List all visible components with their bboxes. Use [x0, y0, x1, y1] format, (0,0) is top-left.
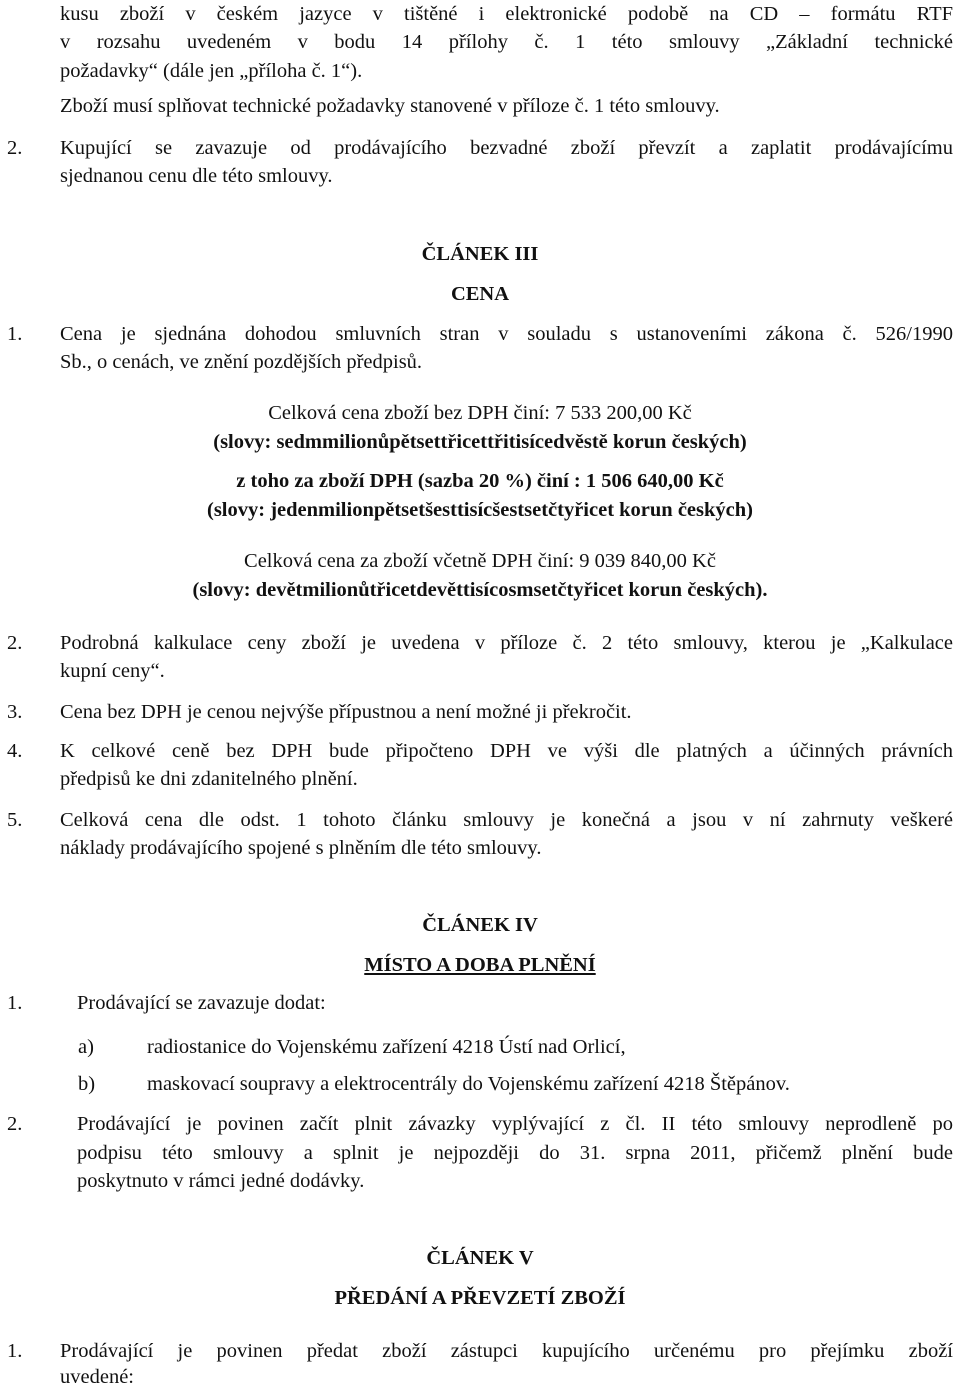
article-4-item-2-line-2: podpisu této smlouvy a splnit je nejpozději do 31. srpna 2011, přičemž plnění bude — [77, 1142, 953, 1164]
article-3-item-2-line-1: Podrobná kalkulace ceny zboží je uvedena v příloze č. 2 této smlouvy, kterou je „Kalkulace — [60, 632, 953, 654]
article-3-item-1-line-1: Cena je sjednána dohodou smluvních stran v souladu s ustanoveními zákona č. 526/1990 — [60, 323, 953, 345]
article-4-subitem-a-text: radiostanice do Vojenskému zařízení 4218 Ústí nad Orlicí, — [147, 1036, 626, 1058]
article-4-heading: ČLÁNEK IV — [422, 914, 538, 936]
article-3-item-2-line-2: kupní ceny“. — [60, 660, 165, 682]
article-3-item-4-number: 4. — [7, 740, 23, 762]
article-5-heading: ČLÁNEK V — [426, 1247, 534, 1269]
intro-line-2: v rozsahu uvedeném v bodu 14 přílohy č. 1 této smlouvy „Základní technické — [60, 31, 953, 53]
article-4-subheading: MÍSTO A DOBA PLNĚNÍ — [364, 954, 596, 976]
article-4-item-2-line-3: poskytnuto v rámci jedné dodávky. — [77, 1170, 365, 1192]
article-4-subitem-b-text: maskovací soupravy a elektrocentrály do Vojenskému zařízení 4218 Štěpánov. — [147, 1073, 790, 1095]
article-3-item-1-number: 1. — [7, 323, 23, 345]
prev-item-2-line-2: sjednanou cenu dle této smlouvy. — [60, 165, 333, 187]
article-4-item-1-number: 1. — [7, 992, 23, 1014]
intro-line-3: požadavky“ (dále jen „příloha č. 1“). — [60, 60, 363, 82]
intro-line-1: kusu zboží v českém jazyce v tištěné i elektronické podobě na CD – formátu RTF — [60, 3, 953, 25]
price-total-with-vat: Celková cena za zboží včetně DPH činí: 9 039 840,00 Kč — [244, 550, 716, 572]
article-4-subitem-b-letter: b) — [78, 1073, 96, 1095]
article-4-item-2-number: 2. — [7, 1113, 23, 1135]
article-3-heading: ČLÁNEK III — [421, 243, 539, 265]
article-5-subheading: PŘEDÁNÍ A PŘEVZETÍ ZBOŽÍ — [334, 1287, 626, 1309]
price-total-with-vat-words: (slovy: devětmilionůtřicetdevěttisícosmsetčtyřicet korun českých). — [192, 579, 768, 601]
article-5-item-1-line-2: uvedené: — [60, 1366, 134, 1388]
article-5-item-1-line-1: Prodávající je povinen předat zboží zástupci kupujícího určenému pro přejímku zboží — [60, 1340, 953, 1362]
article-3-item-3-number: 3. — [7, 701, 23, 723]
article-3-item-3-line-1: Cena bez DPH je cenou nejvýše přípustnou a není možné ji překročit. — [60, 701, 632, 723]
article-4-subitem-a-letter: a) — [78, 1036, 94, 1058]
intro-line-4: Zboží musí splňovat technické požadavky stanovené v příloze č. 1 této smlouvy. — [60, 95, 720, 117]
prev-item-2-line-1: Kupující se zavazuje od prodávajícího bezvadné zboží převzít a zaplatit prodávajícímu — [60, 137, 953, 159]
price-vat: z toho za zboží DPH (sazba 20 %) činí : 1 506 640,00 Kč — [236, 470, 724, 492]
price-total-without-vat-words: (slovy: sedmmilionůpětsettřicettřitisícedvěstě korun českých) — [213, 431, 747, 453]
article-3-item-4-line-1: K celkové ceně bez DPH bude připočteno DPH ve výši dle platných a účinných právních — [60, 740, 953, 762]
article-3-item-4-line-2: předpisů ke dni zdanitelného plnění. — [60, 768, 358, 790]
prev-item-2-number: 2. — [7, 137, 23, 159]
price-vat-words: (slovy: jedenmilionpětsetšesttisícšestsetčtyřicet korun českých) — [207, 499, 753, 521]
article-4-item-2-line-1: Prodávající je povinen začít plnit závazky vyplývající z čl. II této smlouvy neprodleně po — [77, 1113, 953, 1135]
article-3-item-1-line-2: Sb., o cenách, ve znění pozdějších předpisů. — [60, 351, 423, 373]
article-3-subheading: CENA — [450, 283, 510, 305]
article-5-item-1-number: 1. — [7, 1340, 23, 1362]
price-total-without-vat: Celková cena zboží bez DPH činí: 7 533 200,00 Kč — [268, 402, 692, 424]
article-3-item-5-number: 5. — [7, 809, 23, 831]
article-3-item-2-number: 2. — [7, 632, 23, 654]
article-4-item-1-text: Prodávající se zavazuje dodat: — [77, 992, 326, 1014]
article-3-item-5-line-2: náklady prodávajícího spojené s plněním dle této smlouvy. — [60, 837, 542, 859]
article-3-item-5-line-1: Celková cena dle odst. 1 tohoto článku smlouvy je konečná a jsou v ní zahrnuty veškeré — [60, 809, 953, 831]
